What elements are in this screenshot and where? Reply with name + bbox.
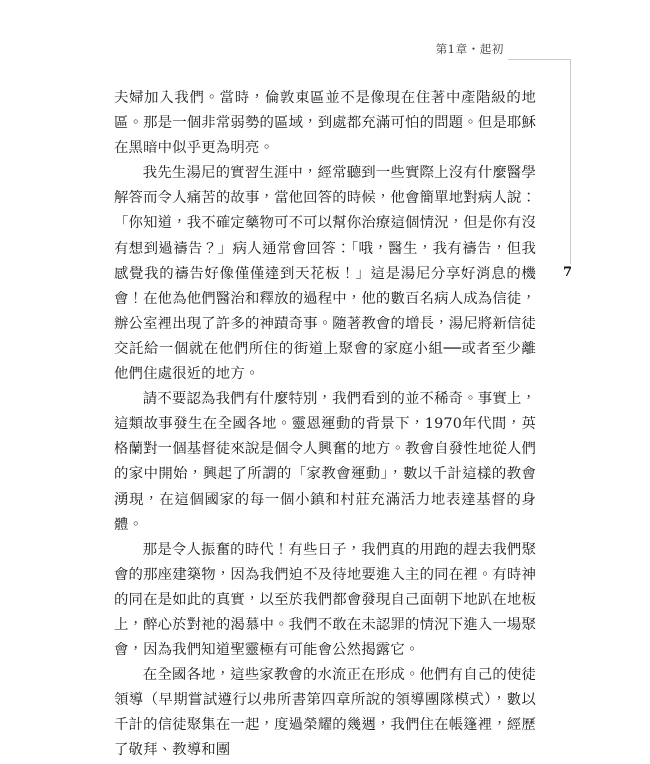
paragraph: 在全國各地，這些家教會的水流正在形成。他們有自己的使徒領導（早期嘗試遵行以弗所書第四章所說的領導團隊模式），數以千計的信徒聚集在一起，度過榮耀的幾週，我們住在帳篷裡，經歷了敬拜、教導和團 [114,667,536,759]
page-number: 7 [563,265,573,280]
body-text-block [114,86,536,764]
paragraph: 我先生湯尼的實習生涯中，經常聽到一些實際上沒有什麼醫學解答而令人痛苦的故事，當他回答的時候，他會簡單地對病人說：「你知道，我不確定藥物可不可以幫你治療這個情況，但是你有沒有想到過禱告？」病人通常會回答：「哦，醫生，我有禱告，但我感覺我的禱告好像僅僅達到天花板！」這是湯尼分享好消息的機會！在他為他們醫治和釋放的過程中，他的數百名病人成為信徒，辦公室裡出現了許多的神蹟奇事。隨著教會的增長，湯尼將新信徒交託給一個就在他們所住的街道上聚會的家庭小組──或者至少離他們住處很近的地方。 [114,165,536,383]
paragraph: 夫婦加入我們。當時，倫敦東區並不是像現在住著中產階級的地區。那是一個非常弱勢的區域，到處都充滿可怕的問題。但是耶穌在黑暗中似乎更為明亮。 [114,90,536,157]
chapter-running-head: 第1章・起初 [435,42,504,56]
paragraph: 請不要認為我們有什麼特別，我們看到的並不稀奇。事實上，這類故事發生在全國各地。靈恩運動的背景下，1970年代間，英格蘭對一個基督徒來說是個令人興奮的地方。教會自發性地從人們的家中開始，興起了所謂的「家教會運動」，數以千計這樣的教會湧現，在這個國家的每一個小鎮和村莊充滿活力地表達基督的身體。 [114,391,536,533]
header-rule-horizontal [508,59,571,60]
header-rule-vertical [570,59,571,264]
paragraph: 那是令人振奮的時代！有些日子，我們真的用跑的趕去我們聚會的那座建築物，因為我們迫不及待地要進入主的同在裡。有時神的同在是如此的真實，以至於我們都會發現自己面朝下地趴在地板上，醉心於對祂的渴慕中。我們不敢在未認罪的情況下進入一場聚會，因為我們知道聖靈極有可能會公然揭露它。 [114,541,536,659]
